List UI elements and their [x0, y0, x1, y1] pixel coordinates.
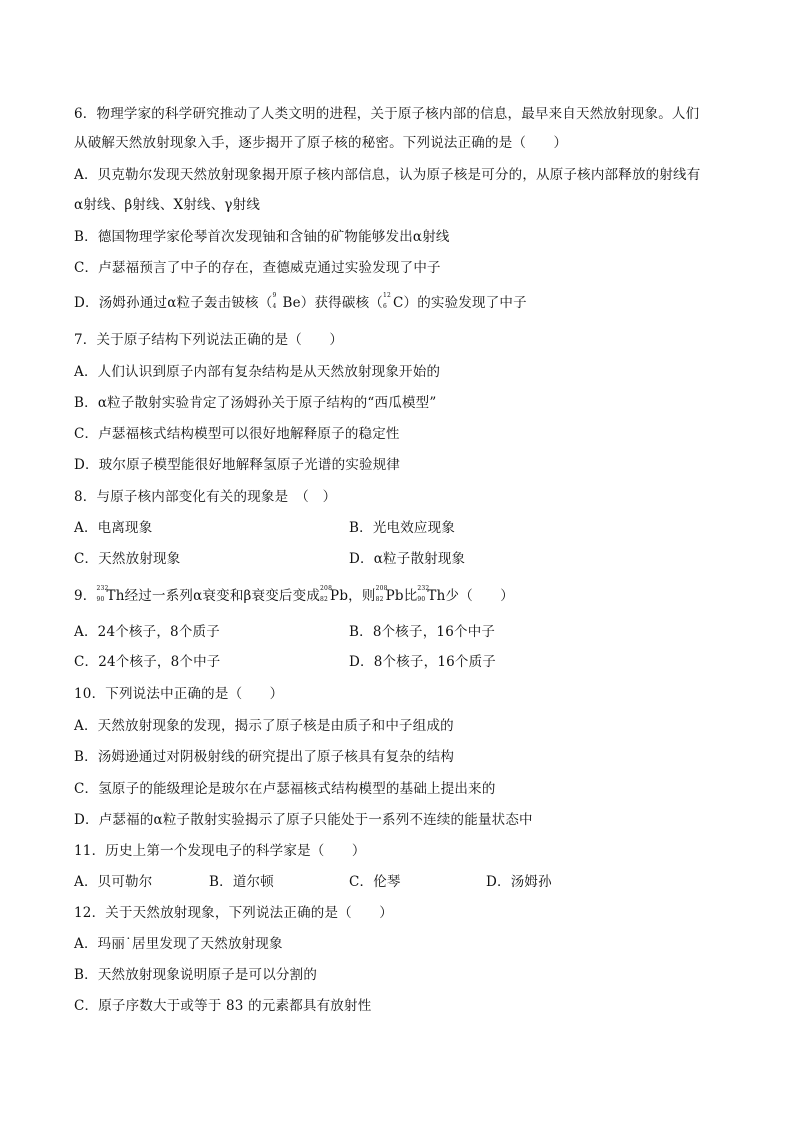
q9-stem	[74, 586, 514, 606]
th-mass-number-2: 232	[417, 585, 430, 592]
q6-option-c: C．卢瑟福预言了中子的存在，查德威克通过实验发现了中子	[74, 260, 441, 276]
q10-option-a: A．天然放射现象的发现，揭示了原子核是由质子和中子组成的	[74, 718, 454, 734]
q8-option-d: D．α粒子散射现象	[349, 551, 466, 567]
q6-option-a-line1: A．贝克勒尔发现天然放射现象揭开原子核内部信息，认为原子核是可分的，从原子核内部释放的射线有	[74, 167, 701, 183]
th-mass-number: 232	[96, 585, 109, 592]
q9-number: 9．	[74, 588, 97, 604]
q6-option-b: B．德国物理学家伦琴首次发现铀和含铀的矿物能够发出α射线	[74, 229, 450, 245]
q6-option-d-text-2: Be）获得碳核（	[282, 295, 383, 311]
q10-stem: 10．下列说法中正确的是（ ）	[74, 686, 284, 702]
q10-option-c: C．氢原子的能级理论是玻尔在卢瑟福核式结构模型的基础上提出来的	[74, 781, 496, 797]
lead-nuclide-2	[375, 585, 388, 603]
q11-stem: 11．历史上第一个发现电子的科学家是（ ）	[74, 843, 366, 859]
q9-text-1: Th经过一系列α衰变和β衰变后变成	[106, 588, 321, 604]
be-mass-number: 9	[272, 292, 277, 299]
q8-option-c: C．天然放射现象	[74, 551, 181, 567]
th-atomic-number-2: 90	[417, 596, 426, 603]
q11-option-b: B．道尔顿	[209, 874, 274, 890]
q10-option-b: B．汤姆逊通过对阴极射线的研究提出了原子核具有复杂的结构	[74, 749, 455, 765]
q7-stem: 7．关于原子结构下列说法正确的是（ ）	[74, 332, 344, 348]
q8-option-a: A．电离现象	[74, 520, 153, 536]
q8-stem: 8．与原子核内部变化有关的现象是 （ ）	[74, 489, 337, 505]
q8-option-b: B．光电效应现象	[349, 520, 456, 536]
q11-option-d: D．汤姆孙	[486, 874, 552, 890]
pb-mass-number: 208	[320, 585, 333, 592]
q12-option-c: C．原子序数大于或等于 83 的元素都具有放射性	[74, 998, 372, 1014]
q12-option-b: B．天然放射现象说明原子是可以分割的	[74, 967, 318, 983]
q9-text-2: Pb，则	[330, 588, 376, 604]
beryllium-nuclide	[272, 292, 282, 310]
q6-stem-line1: 6．物理学家的科学研究推动了人类文明的进程，关于原子核内部的信息，最早来自天然放射现象。人们	[74, 106, 700, 122]
q12-stem: 12．关于天然放射现象，下列说法正确的是（ ）	[74, 905, 393, 921]
q12-option-a: A．玛丽˙居里发现了天然放射现象	[74, 936, 283, 952]
q9-text-3: Pb比	[385, 588, 418, 604]
c-atomic-number: 6	[382, 303, 387, 310]
q6-option-d-text-3: C）的实验发现了中子	[392, 295, 527, 311]
q7-option-d: D．玻尔原子模型能很好地解释氢原子光谱的实验规律	[74, 457, 401, 473]
pb-mass-number-2: 208	[375, 585, 388, 592]
q9-option-d: D．8个核子，16个质子	[349, 654, 496, 670]
be-atomic-number: 4	[272, 303, 277, 310]
q7-option-c: C．卢瑟福核式结构模型可以很好地解释原子的稳定性	[74, 426, 400, 442]
th-atomic-number: 90	[96, 596, 105, 603]
q9-option-c: C．24个核子，8个中子	[74, 654, 221, 670]
thorium-nuclide-2	[417, 585, 430, 603]
q10-option-d: D．卢瑟福的α粒子散射实验揭示了原子只能处于一系列不连续的能量状态中	[74, 812, 533, 828]
pb-atomic-number-2: 82	[375, 596, 384, 603]
q7-option-a: A．人们认识到原子内部有复杂结构是从天然放射现象开始的	[74, 364, 441, 380]
q7-option-b: B．α粒子散射实验肯定了汤姆孙关于原子结构的“西瓜模型”	[74, 395, 437, 411]
q6-option-a-line2: α射线、β射线、X射线、γ射线	[74, 197, 261, 213]
c-mass-number: 12	[382, 292, 392, 299]
q9-option-b: B．8个核子，16个中子	[349, 624, 496, 640]
q9-text-4: Th少（ ）	[427, 588, 514, 604]
q11-option-c: C．伦琴	[349, 874, 401, 890]
q9-option-a: A．24个核子，8个质子	[74, 624, 220, 640]
q11-option-a: A．贝可勒尔	[74, 874, 153, 890]
q6-option-d-text-1: D．汤姆孙通过α粒子轰击铍核（	[74, 295, 273, 311]
lead-nuclide	[320, 585, 333, 603]
pb-atomic-number: 82	[320, 596, 329, 603]
thorium-nuclide	[96, 585, 109, 603]
carbon-nuclide	[382, 292, 393, 310]
q6-stem-line2: 从破解天然放射现象入手，逐步揭开了原子核的秘密。下列说法正确的是（ ）	[74, 135, 568, 151]
q6-option-d	[74, 293, 527, 313]
